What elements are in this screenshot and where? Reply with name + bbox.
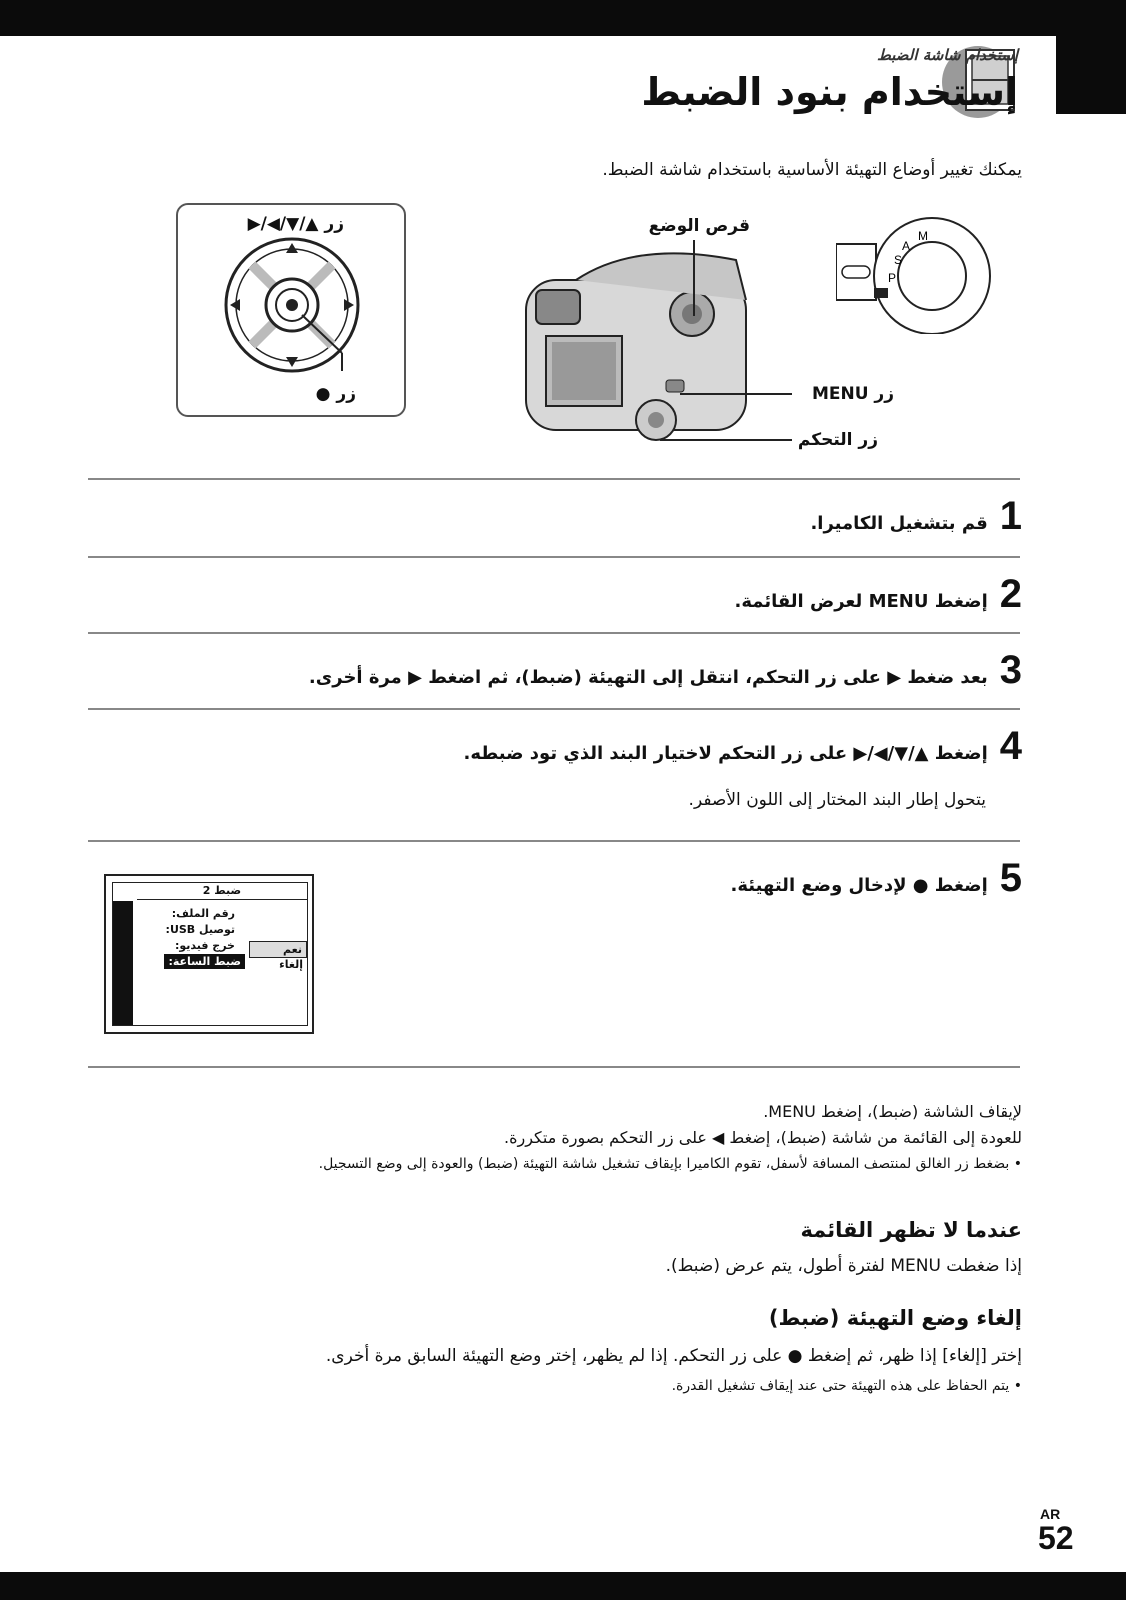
step-number: 2 [999,572,1022,616]
bottom-bar [0,1572,1126,1600]
step-1 [810,496,1022,536]
dial-letter-a: A [902,239,911,253]
section-text: إختر [إلغاء] إذا ظهر، ثم إضغط ● على زر التحكم. إذا لم يظهر، إختر وضع التهيئة السابق مرة أخرى. [325,1346,1022,1366]
section-heading: إلغاء وضع التهيئة (ضبط) [768,1306,1022,1330]
note-line: للعودة إلى القائمة من شاشة (ضبط)، إضغط ◀ على زر التحكم بصورة متكررة. [504,1128,1022,1147]
step-number: 4 [999,724,1022,768]
page-title: إستخدام بنود الضبط [641,70,1018,114]
step-text: إضغط ▲/▼/◀/▶ على زر التحكم لاختيار البند الذي تود ضبطه. [463,743,988,764]
divider [88,1066,1020,1068]
step-text: إضغط MENU لعرض القائمة. [734,591,988,612]
center-button-label: زر ● [315,384,356,404]
step-text: إضغط ● لإدخال وضع التهيئة. [730,875,988,896]
divider [88,478,1020,480]
page-language: AR [1040,1506,1061,1522]
dial-letter-p: P [888,271,897,285]
divider [88,840,1020,842]
divider [88,632,1020,634]
menu-row: رقم الملف: [171,907,235,920]
control-label: زر التحكم [797,430,878,450]
section-heading: عندما لا تظهر القائمة [800,1218,1022,1242]
step-number: 3 [999,648,1022,692]
menu-row-selected: ضبط الساعة: [164,954,245,969]
menu-button-label: زر MENU [811,384,894,404]
note-bullet: • بضغط زر الغالق لمنتصف المسافة لأسفل، تقوم الكاميرا بإيقاف تشغيل شاشة التهيئة (ضبط) والعودة إلى وضع التسجيل. [318,1156,1022,1172]
menu-option-selected: نعم [249,941,307,958]
menu-tab-strip [113,901,133,1025]
menu-header: ضبط 2 [137,883,307,900]
step-3 [309,650,1022,690]
intro-text: يمكنك تغيير أوضاع التهيئة الأساسية باستخدام شاشة الضبط. [602,160,1022,180]
control-button-label: زر ▲/▼/◀/▶ [247,214,344,234]
page-number: 52 [1038,1520,1074,1556]
section-text: إذا ضغطت MENU لفترة أطول، يتم عرض (ضبط). [665,1256,1022,1276]
menu-option: إلغاء [279,958,303,971]
divider [88,708,1020,710]
mode-dial-illustration [836,214,996,334]
dial-letter-s: S [894,253,903,267]
menu-row: خرج فيديو: [174,939,235,952]
note-line: لإيقاف الشاشة (ضبط)، إضغط MENU. [763,1102,1022,1121]
section-bullet: • يتم الحفاظ على هذه التهيئة حتى عند إيقاف تشغيل القدرة. [671,1378,1022,1394]
page-subtitle: إستخدام شاشة الضبط [877,46,1018,64]
step-number: 1 [999,494,1022,538]
dial-letter-m: M [918,229,928,243]
step-number: 5 [999,856,1022,900]
step-5 [731,858,1023,898]
control-pad-drawing [176,203,402,413]
menu-row: توصيل USB: [165,923,235,936]
step-4 [464,726,1023,766]
step-text: قم بتشغيل الكاميرا. [810,513,988,534]
step-4-note: يتحول إطار البند المختار إلى اللون الأصفر. [688,790,986,810]
step-2 [735,574,1023,614]
step-text: بعد ضغط ▶ على زر التحكم، انتقل إلى التهيئة (ضبط)، ثم اضغط ▶ مرة أخرى. [308,667,988,688]
menu-inner-frame [112,882,308,1026]
top-bar [0,0,1126,36]
section-tab [1056,36,1126,114]
setup-menu-screen [104,874,314,1034]
mode-dial-label: قرص الوضع [648,216,750,236]
divider [88,556,1020,558]
